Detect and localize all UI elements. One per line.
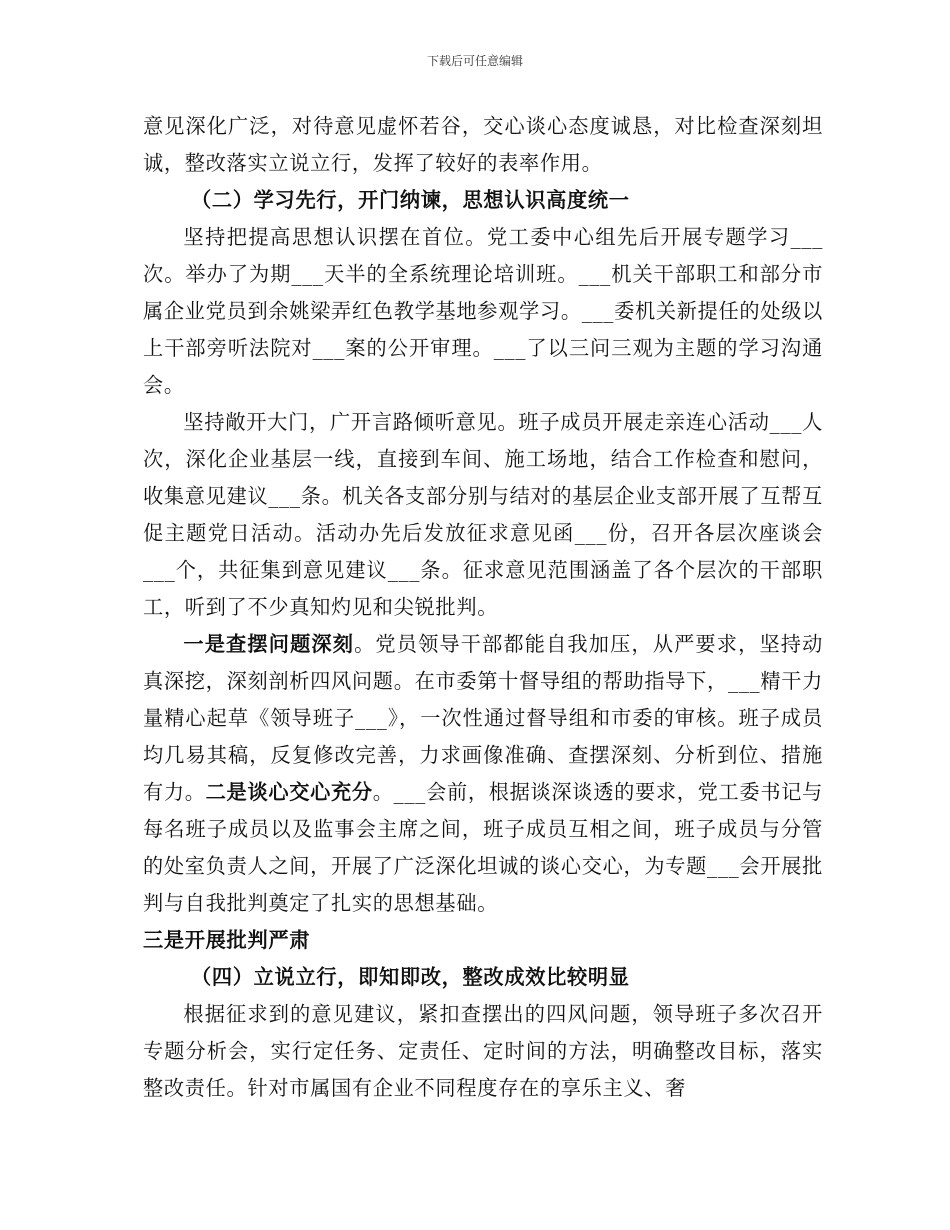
page-header-note: 下载后可任意编辑 xyxy=(426,54,523,68)
paragraph-6: 根据征求到的意见建议，紧扣查摆出的四风问题，领导班子多次召开专题分析会，实行定任务、定责任、定时间的方法，明确整改目标，落实整改责任。针对市属国有企业不同程度存在的享乐主义、奢 xyxy=(143,1002,823,1100)
section-heading-4: （四）立说立行，即知即改，整改成效比较明显 xyxy=(191,965,630,989)
paragraph-2: 坚持把提高思想认识摆在首位。党工委中心组先后开展专题学习___次。举办了为期___天半的全系统理论培训班。___机关干部职工和部分市属企业党员到余姚梁弄红色教学基地参观学习。___委机关新提任的处级以上干部旁听法院对___案的公开审理。___了以三问三观为主题的学习沟通会。 xyxy=(143,225,823,397)
paragraph-4 xyxy=(143,626,823,922)
point-two-label: 二是谈心交心充分 xyxy=(205,780,373,804)
point-three-label: 三是开展批判严肃 xyxy=(143,928,311,952)
point-one-label: 一是查摆问题深刻 xyxy=(183,632,355,656)
paragraph-3: 坚持敞开大门，广开言路倾听意见。班子成员开展走亲连心活动___人次，深化企业基层一线，直接到车间、施工场地，结合工作检查和慰问，收集意见建议___条。机关各支部分别与结对的基层企业支部开展了互帮互促主题党日活动。活动办先后发放征求意见函___份，召开各层次座谈会___个，共征集到意见建议___条。征求意见范围涵盖了各个层次的干部职工，听到了不少真知灼见和尖锐批判。 xyxy=(143,410,823,619)
point-one-text: 。党员领导干部都能自我加压，从严要求，坚持动真深挖，深刻剖析四风问题。在市委第十督导组的帮助指导下，___精干力量精心起草《领导班子___》，一次性通过督导组和市委的审核。班子成员均几易其稿，反复修改完善，力求画像准确、查摆深刻、分析到位、措施有力。 xyxy=(143,632,823,804)
paragraph-1: 意见深化广泛，对待意见虚怀若谷，交心谈心态度诚恳，对比检查深刻坦诚，整改落实立说立行，发挥了较好的表率作用。 xyxy=(143,114,823,175)
section-heading-2: （二）学习先行，开门纳谏，思想认识高度统一 xyxy=(191,188,630,212)
point-two-text: 。___会前，根据谈深谈透的要求，党工委书记与每名班子成员以及监事会主席之间，班子成员互相之间，班子成员与分管的处室负责人之间，开展了广泛深化坦诚的谈心交心，为专题___会开展批判与自我批判奠定了扎实的思想基础。 xyxy=(143,780,823,915)
document-body xyxy=(143,108,823,1107)
